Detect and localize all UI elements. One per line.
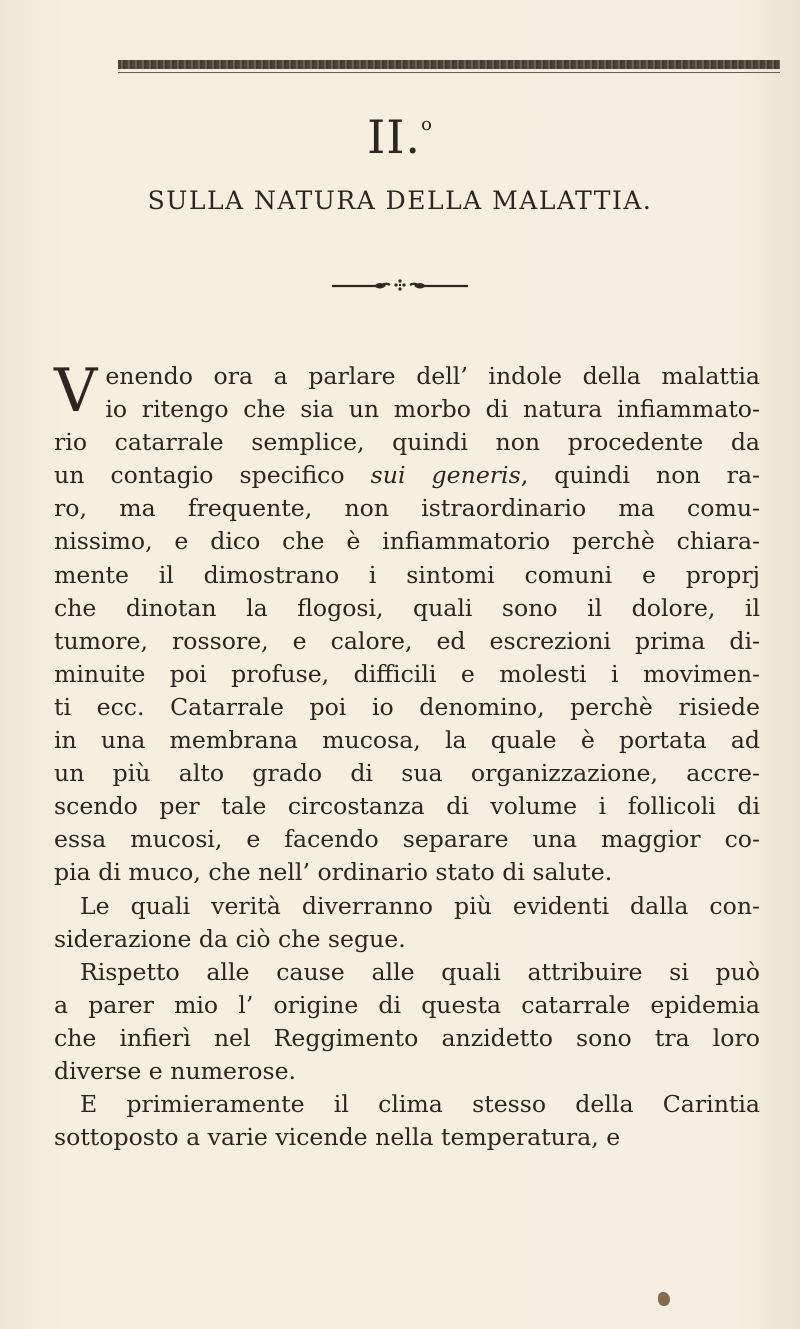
text-line: scendo per tale circostanza di volume i follicoli di — [54, 792, 760, 821]
text-line: tumore, rossore, e calore, ed escrezioni prima di- — [54, 626, 760, 655]
text-line: ti ecc. Catarrale poi io denomino, perchè risiede — [54, 692, 760, 721]
text-line: che dinotan la flogosi, quali sono il dolore, il — [54, 593, 760, 622]
paragraph — [54, 1088, 760, 1154]
text-line: siderazione da ciò che segue. — [54, 924, 406, 953]
text-line: rio catarrale semplice, quindi non procedente da — [54, 428, 760, 457]
text-line: pia di muco, che nell’ ordinario stato di salute. — [54, 858, 613, 887]
text-line: Rispetto alle cause alle quali attribuire si può — [80, 957, 760, 986]
text-line: enendo ora a parlare dell’ indole della malattia — [105, 362, 760, 390]
paragraph — [54, 356, 760, 890]
chapter-title: SULLA NATURA DELLA MALATTIA. — [147, 186, 653, 215]
text-line: ro, ma frequente, non istraordinario ma comu- — [54, 494, 760, 523]
text-line: Le quali verità diverranno più evidenti dalla con- — [80, 891, 760, 920]
chapter-numeral — [0, 110, 800, 164]
chapter-numeral-sup: o — [421, 114, 433, 135]
drop-cap: V — [54, 356, 98, 426]
text-line: minuite poi profuse, difficili e molesti i movimen- — [54, 659, 760, 688]
text-line: io ritengo che sia un morbo di natura infiammato- — [105, 395, 760, 424]
top-decorative-rule — [118, 60, 780, 69]
body-text — [54, 356, 760, 1154]
chapter-numeral-text: II. — [367, 110, 422, 164]
text-line: nissimo, e dico che è infiammatorio perchè chiara- — [54, 527, 760, 556]
text-line: mente il dimostrano i sintomi comuni e proprj — [54, 560, 760, 589]
text-line: sottoposto a varie vicende nella temperatura, e — [54, 1123, 621, 1152]
paragraph — [54, 956, 760, 1088]
top-thin-rule — [118, 72, 780, 73]
text-line: un più alto grado di sua organizzazione, accre- — [54, 759, 760, 788]
italic-phrase: sui generis — [370, 461, 521, 490]
text-line: un contagio specifico sui generis, quindi non ra- — [54, 461, 760, 490]
text-line: che infierì nel Reggimento anzidetto sono tra loro — [54, 1023, 760, 1052]
text-line: essa mucosi, e facendo separare una maggior co- — [54, 825, 760, 854]
text-line: a parer mio l’ origine di questa catarrale epidemia — [54, 990, 760, 1019]
paragraph — [54, 890, 760, 956]
text-line: diverse e numerose. — [54, 1056, 297, 1085]
decorative-flourish-icon — [330, 276, 470, 294]
text-line: E primieramente il clima stesso della Carintia — [80, 1090, 760, 1119]
page-stain — [658, 1292, 670, 1306]
text-line: in una membrana mucosa, la quale è portata ad — [54, 726, 760, 755]
